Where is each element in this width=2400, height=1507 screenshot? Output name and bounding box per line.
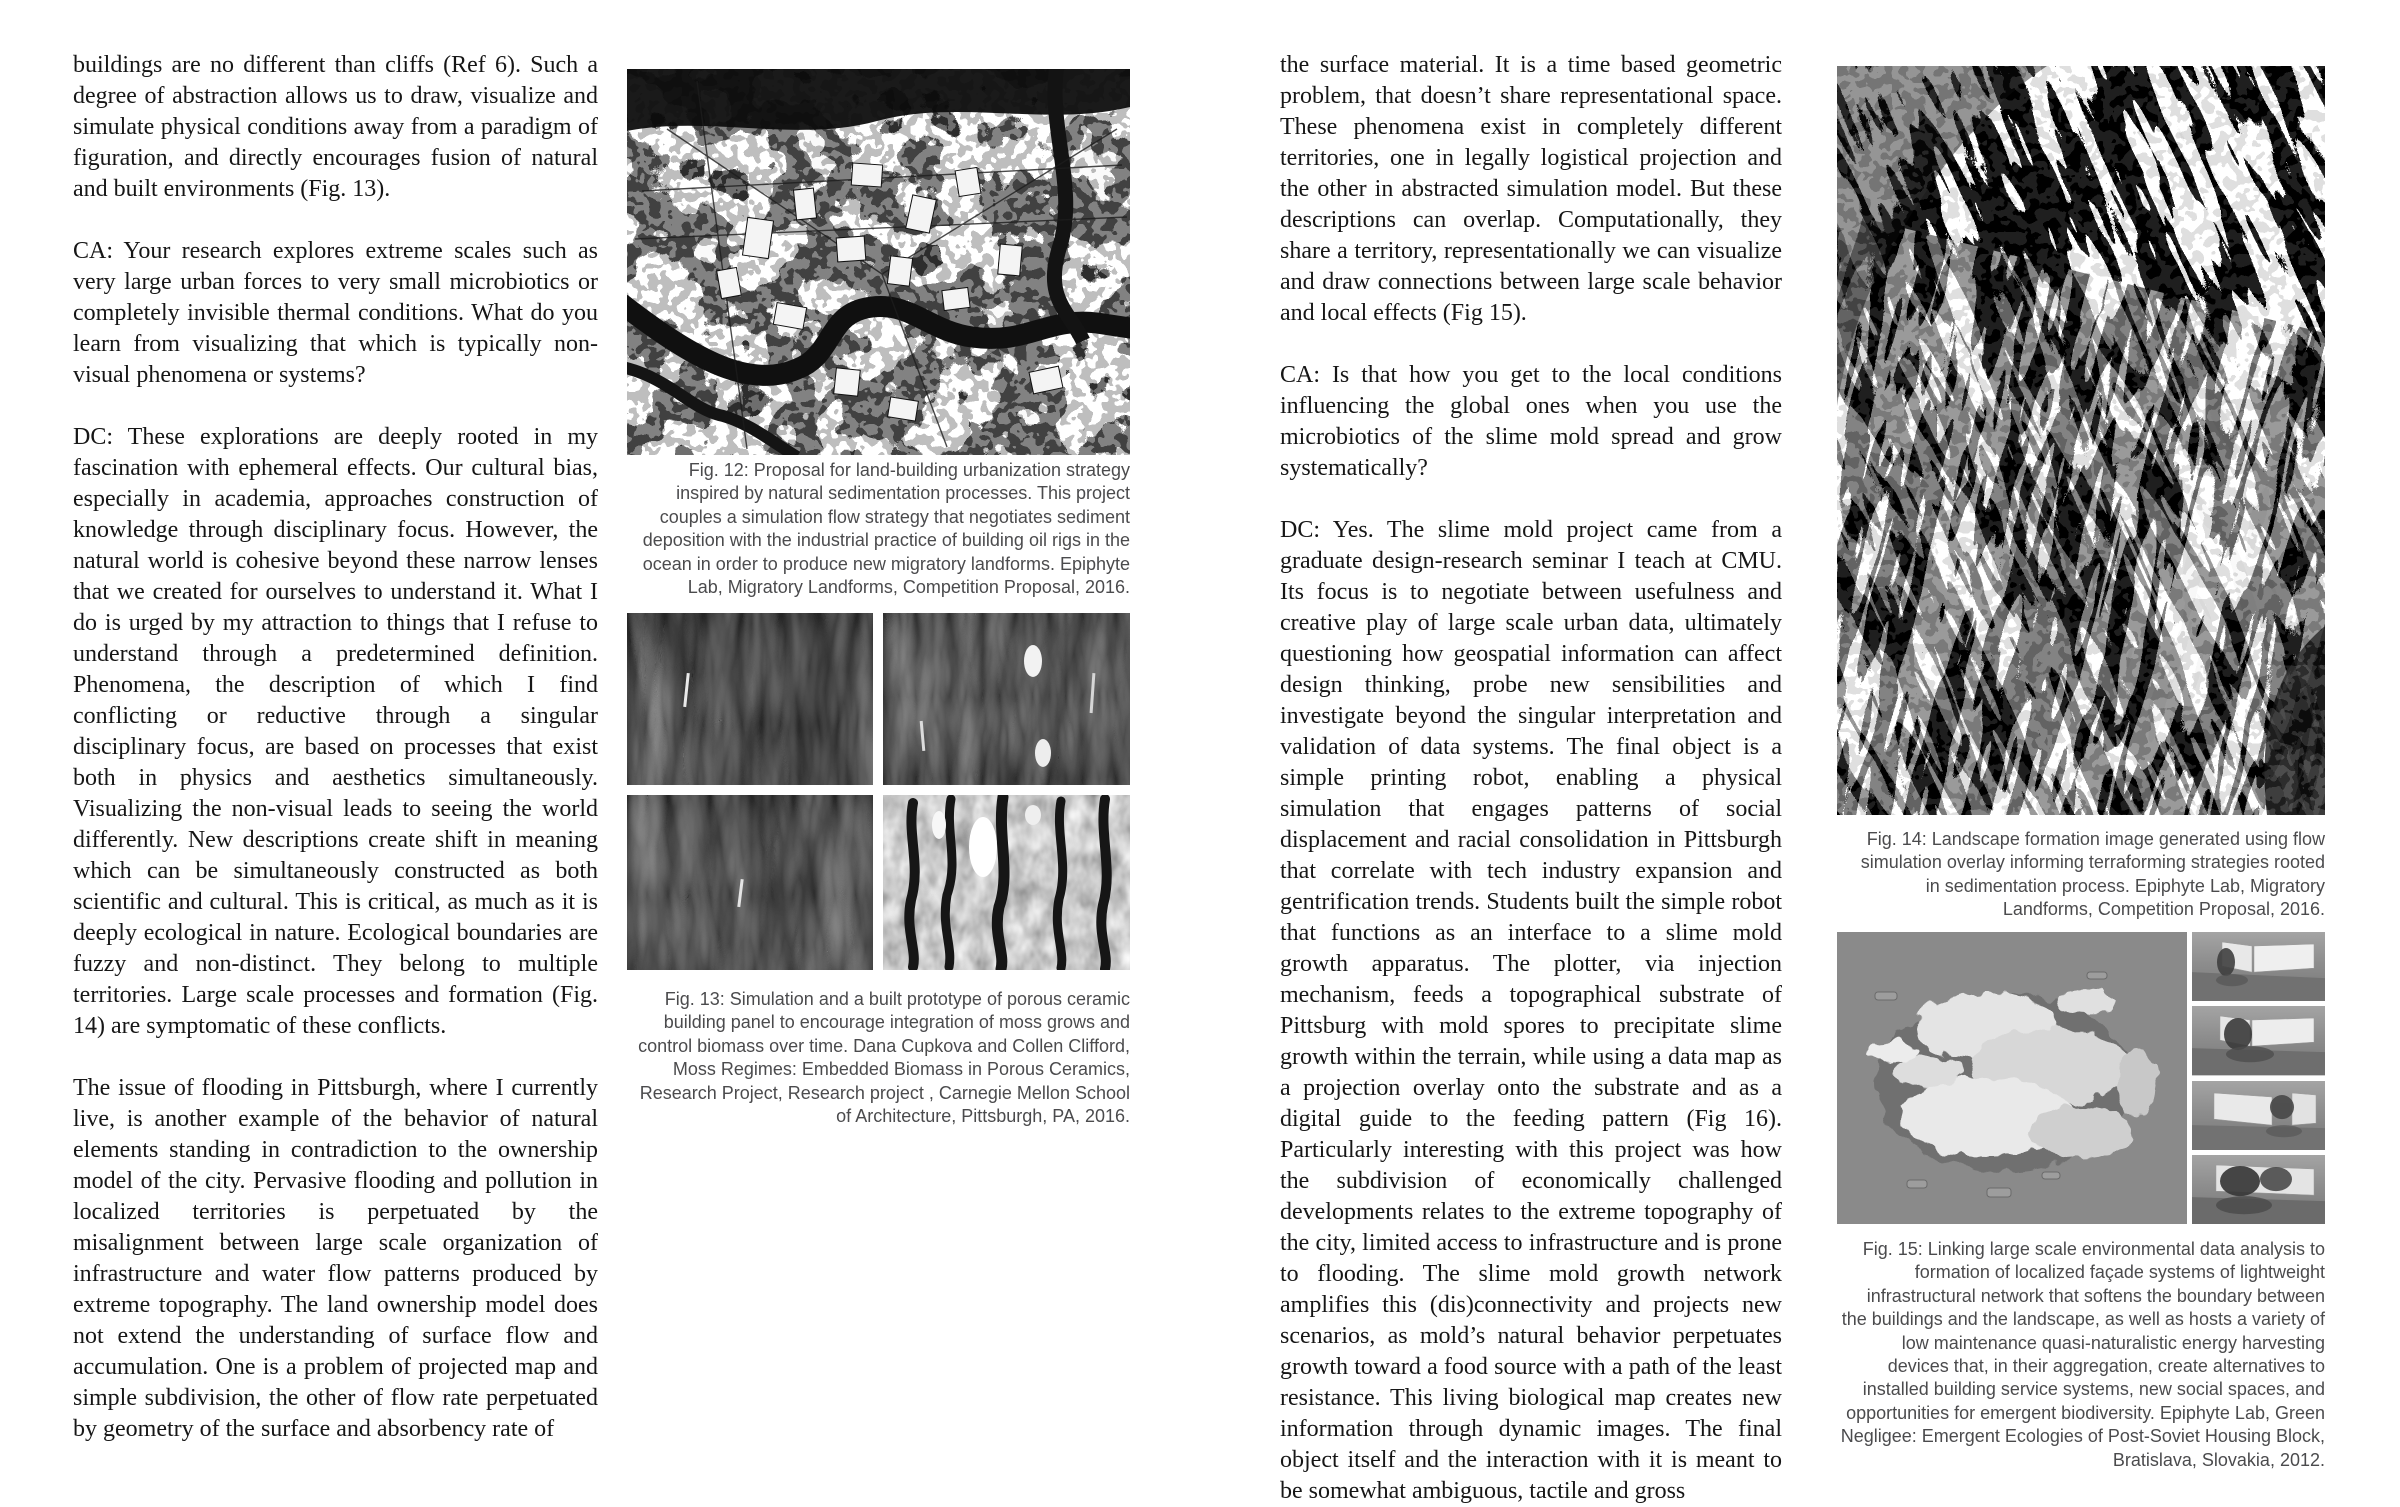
fig15-thumbnail-1 <box>2192 932 2325 1001</box>
left-page-text-column <box>73 50 598 1460</box>
fig13-simulation-panel-2 <box>883 613 1130 785</box>
paragraph: the surface material. It is a time based geometric problem, that doesn’t share representational space. These phenomena exist in completely different territories, one in legally logistical projection and the other in abstracted simulation model. But these descriptions can overlap. Computationally, they share a territory, representationally we can visualize and draw connections between large scale behavior and local effects (Fig 15). <box>1280 52 1782 326</box>
figure-14-caption: Fig. 14: Landscape formation image generated using flow simulation overlay informing terraforming strategies rooted in sedimentation process. Epiphyte Lab, Migratory Landforms, Competition Proposal, 2016. <box>1860 829 2325 920</box>
figure-13-caption: Fig. 13: Simulation and a built prototype of porous ceramic building panel to encourage integration of moss grows and control biomass over time. Dana Cupkova and Collen Clifford, Moss Regimes: Embedded Biomass in Porous Ceramics, Research Project, Research project , Carnegie Mellon School of Architecture, Pittsburgh, PA, 2016. <box>638 989 1130 1127</box>
fig15-thumbnail-3 <box>2192 1081 2325 1150</box>
paragraph: buildings are no different than cliffs (Ref 6). Such a degree of abstraction allows us to draw, visualize and simulate physical conditions away from a paradigm of figuration, and directly encourages fusion of natural and built environments (Fig. 13). <box>73 52 598 202</box>
fig13-simulation-panel-1 <box>627 613 873 785</box>
fig15-thumbnail-4 <box>2192 1155 2325 1224</box>
fig14-artwork <box>1837 66 2325 815</box>
right-page-text-column <box>1280 50 1782 1504</box>
figure-12-caption: Fig. 12: Proposal for land-building urbanization strategy inspired by natural sedimentation processes. This project couples a simulation flow strategy that negotiates sediment deposition with the industrial practice of building oil rigs in the ocean in order to produce new migratory landforms. Epiphyte Lab, Migratory Landforms, Competition Proposal, 2016. <box>642 460 1130 598</box>
figure-14-flow-image <box>1837 66 2325 815</box>
interview-question: CA: Your research explores extreme scales such as very large urban forces to very small microbiotics or completely invisible thermal conditions. What do you learn from visualizing that which is typically non-visual phenomena or systems? <box>73 238 598 388</box>
figure-15-caption: Fig. 15: Linking large scale environmental data analysis to formation of localized façade systems of lightweight infrastructural network that softens the boundary between the buildings and the landscape, as well as hosts a variety of low maintenance quasi-naturalistic energy harvesting devices that, in their aggregation, create alternatives to installed building service systems, new social spaces, and opportunities for emergent biodiversity. Epiphyte Lab, Green Negligee: Emergent Ecologies of Post-Soviet Housing Block, Bratislava, Slovakia, 2012. <box>1840 1239 2325 1470</box>
interview-question: CA: Is that how you get to the local conditions influencing the global ones when you use the microbiotics of the slime mold spread and grow systematically? <box>1280 362 1782 481</box>
paragraph: The issue of flooding in Pittsburgh, where I currently live, is another example of the behavior of natural elements standing in contradiction to the ownership model of the city. Pervasive flooding and pollution in localized territories is perpetuated by the misalignment between large scale organization of infrastructure and water flow patterns produced by extreme topography. The land ownership model does not extend the understanding of surface flow and accumulation. One is a problem of projected map and simple subdivision, the other of flow rate perpetuated by geometry of the surface and absorbency rate of <box>73 1075 598 1442</box>
interview-answer: DC: These explorations are deeply rooted in my fascination with ephemeral effects. Our cultural bias, especially in academia, approaches construction of knowledge through disciplinary focus. However, the natural world is cohesive beyond these narrow lenses that we created for ourselves to understand it. What I do is urged by my attraction to things that I refuse to understand through a predetermined definition. Phenomena, the description of which I find conflicting or reductive through a singular disciplinary focus, are based on processes that exist both in physics and aesthetics simultaneously. Visualizing the non-visual leads to seeing the world differently. New descriptions create shift in meaning which can be simultaneously constructed as both scientific and cultural. This is critical, as much as it is deeply ecological in nature. Ecological boundaries are fuzzy and non-distinct. They belong to multiple territories. Large scale processes and formation (Fig. 14) are symptomatic of these conflicts. <box>73 424 598 1039</box>
fig12-artwork <box>627 69 1130 455</box>
fig13-ceramic-prototype-photo <box>883 795 1130 970</box>
figure-13-panel-grid <box>627 613 1130 970</box>
fig15-main-render <box>1837 932 2187 1224</box>
fig13-simulation-panel-3 <box>627 795 873 970</box>
figure-15-render-group <box>1837 932 2325 1224</box>
figure-12-map-image <box>627 69 1130 455</box>
fig15-thumbnail-2 <box>2192 1006 2325 1075</box>
interview-answer: DC: Yes. The slime mold project came from a graduate design-research seminar I teach at CMU. Its focus is to negotiate between usefulness and creative play of large scale urban data, ultimately questioning how geospatial information can affect design thinking, probe new sensibilities and investigate beyond the singular interpretation and validation of data systems. The final object is a simple printing robot, enabling a physical simulation that engages patterns of social displacement and racial consolidation in Pittsburgh that correlate with tech industry expansion and gentrification trends. Students built the simple robot that functions as an interface to a slime mold growth apparatus. The plotter, via injection mechanism, feeds a topographical substrate of Pittsburg with mold spores to precipitate slime growth within the terrain, while using a data map as a projection overlay onto the substrate and as a digital guide to the feeding pattern (Fig 16). Particularly interesting with this project was how the subdivision of economically challenged developments relates to the extreme topography of the city, limited access to infrastructure and is prone to flooding. The slime mold growth network amplifies this (dis)connectivity and projects new scenarios, as mold’s natural behavior perpetuates growth toward a food source with a path of the least resistance. This living biological map creates new information through dynamic images. The final object itself and the interaction with it is meant to be somewhat ambiguous, tactile and gross <box>1280 517 1782 1504</box>
fig15-thumbnail-stack <box>2192 932 2325 1224</box>
